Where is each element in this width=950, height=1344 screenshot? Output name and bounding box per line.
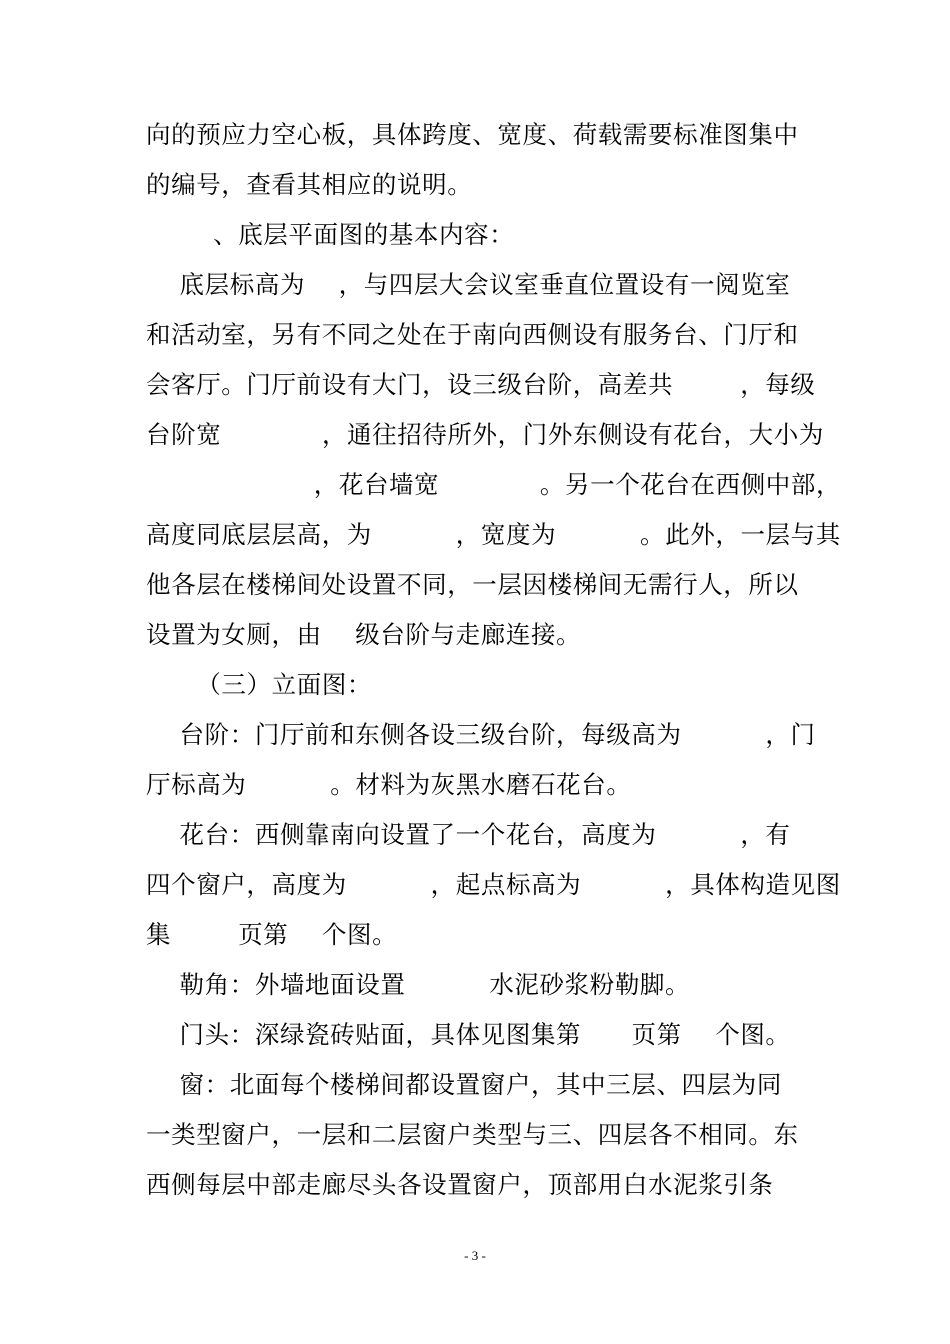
body-text-line: ，花台墙宽 。另一个花台在西侧中部，	[146, 470, 842, 499]
body-text-line: 四个窗户，高度为 ，起点标高为 ，具体构造见图	[146, 870, 841, 899]
body-text-line: 向的预应力空心板，具体跨度、宽度、荷载需要标准图集中	[146, 120, 799, 149]
body-text-line: 台阶：门厅前和东侧各设三级台阶，每级高为 ，门	[146, 720, 816, 749]
body-text-line: 一类型窗户，一层和二层窗户类型与三、四层各不相同。东	[146, 1120, 799, 1149]
body-text-line: 西侧每层中部走廊尽头各设置窗户，顶部用白水泥浆引条	[146, 1170, 774, 1199]
body-text-line: 台阶宽 ，通往招待所外，门外东侧设有花台，大小为	[146, 420, 824, 449]
body-text-line: 和活动室，另有不同之处在于南向西侧设有服务台、门厅和	[146, 320, 799, 349]
body-text-line: 厅标高为 。材料为灰黑水磨石花台。	[146, 770, 632, 799]
section-heading: （三）立面图：	[146, 670, 373, 699]
body-text-line: 窗：北面每个楼梯间都设置窗户，其中三层、四层为同	[146, 1070, 782, 1099]
body-text-line: 勒角：外墙地面设置 水泥砂浆粉勒脚。	[146, 970, 691, 999]
body-text-line: 他各层在楼梯间处设置不同，一层因楼梯间无需行人，所以	[146, 570, 799, 599]
body-text-line: 集 页第 个图。	[146, 920, 398, 949]
body-text-line: 的编号，查看其相应的说明。	[146, 170, 473, 199]
body-text-line: 花台：西侧靠南向设置了一个花台，高度为 ，有	[146, 820, 791, 849]
body-text-line: 高度同底层层高，为 ，宽度为 。此外，一层与其	[146, 520, 841, 549]
body-text-line: 底层标高为 ，与四层大会议室垂直位置设有一阅览室	[146, 270, 791, 299]
body-text-line: 会客厅。门厅前设有大门，设三级台阶，高差共 ，每级	[146, 370, 816, 399]
page-number: - 3 -	[464, 1248, 486, 1263]
section-heading: 、底层平面图的基本内容：	[146, 220, 515, 249]
body-text-line: 门头：深绿瓷砖贴面，具体见图集第 页第 个图。	[146, 1020, 791, 1049]
body-text-line: 设置为女厕，由 级台阶与走廊连接。	[146, 620, 582, 649]
